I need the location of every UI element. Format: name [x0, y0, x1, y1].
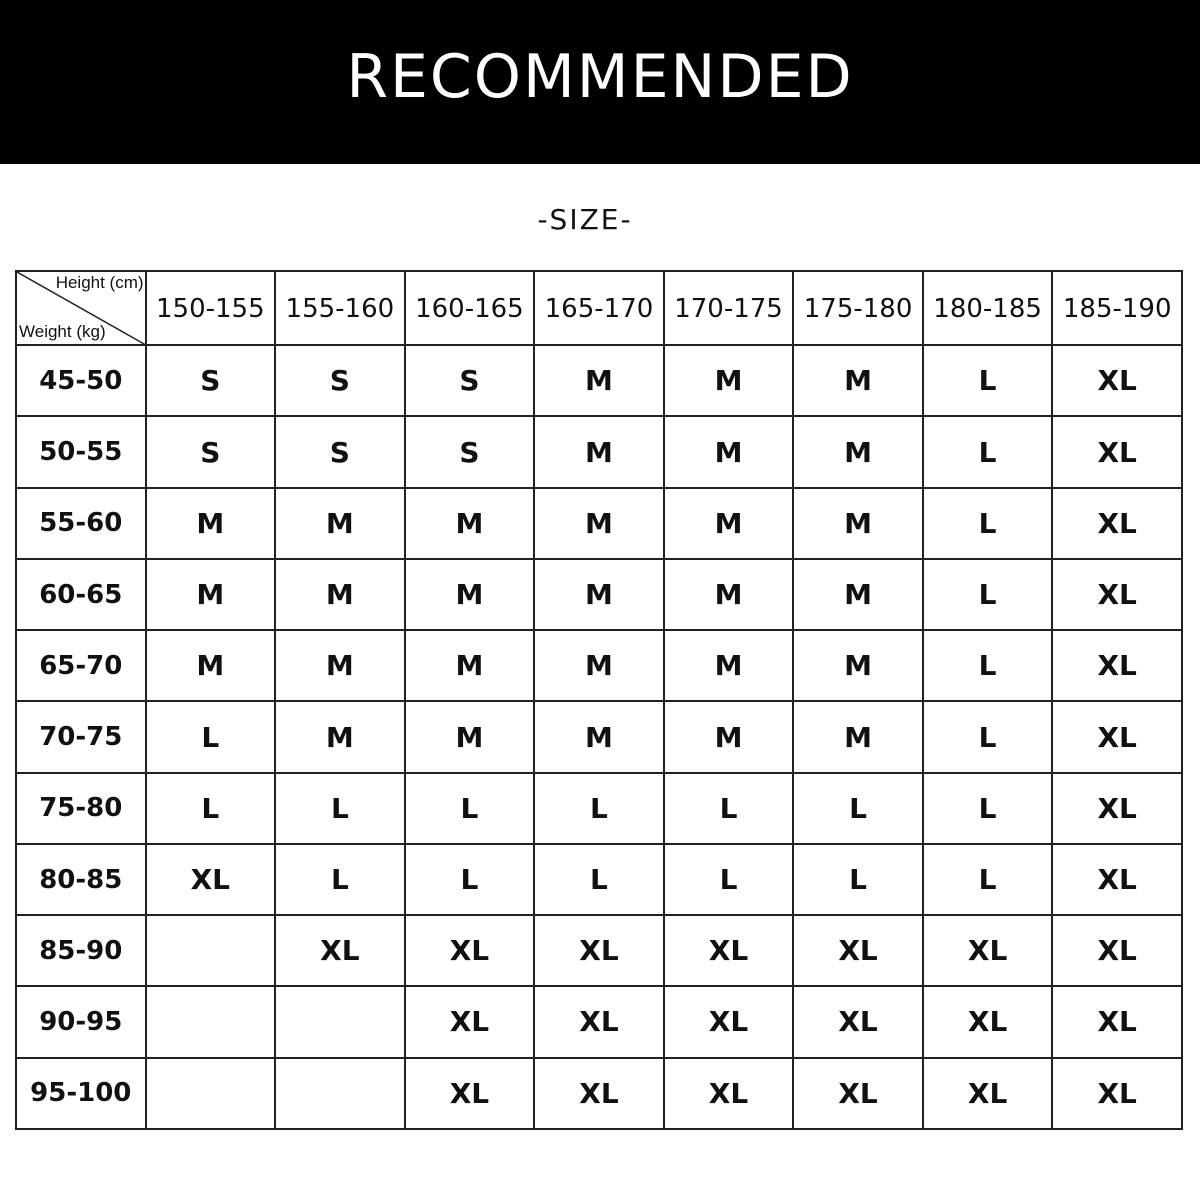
size-cell: M — [793, 488, 923, 559]
size-cell: M — [405, 488, 535, 559]
size-cell: L — [793, 844, 923, 915]
size-cell: L — [923, 345, 1053, 416]
size-cell: M — [664, 701, 794, 772]
column-header-height: 170-175 — [664, 271, 794, 345]
size-cell: XL — [534, 1058, 664, 1129]
size-cell: L — [923, 701, 1053, 772]
table-row — [16, 773, 1182, 844]
height-axis-label: Height (cm) — [55, 273, 144, 292]
size-cell: M — [664, 630, 794, 701]
size-cell — [146, 915, 276, 986]
corner-header-cell — [16, 271, 146, 345]
row-header-weight: 70-75 — [16, 701, 146, 772]
size-cell: S — [405, 345, 535, 416]
size-cell: M — [664, 559, 794, 630]
size-cell: M — [534, 345, 664, 416]
table-row — [16, 701, 1182, 772]
size-cell: M — [275, 559, 405, 630]
size-cell: L — [923, 773, 1053, 844]
size-cell: M — [534, 559, 664, 630]
column-header-height: 175-180 — [793, 271, 923, 345]
size-cell: L — [146, 701, 276, 772]
row-header-weight: 85-90 — [16, 915, 146, 986]
size-cell: XL — [664, 986, 794, 1057]
size-cell: M — [405, 630, 535, 701]
size-cell: XL — [664, 915, 794, 986]
size-cell: S — [275, 345, 405, 416]
size-cell: M — [275, 488, 405, 559]
size-cell: S — [146, 345, 276, 416]
size-cell: XL — [793, 1058, 923, 1129]
size-cell — [146, 1058, 276, 1129]
table-row — [16, 986, 1182, 1057]
row-header-weight: 90-95 — [16, 986, 146, 1057]
weight-axis-label: Weight (kg) — [19, 322, 106, 342]
size-cell: XL — [534, 986, 664, 1057]
size-cell: XL — [1052, 773, 1182, 844]
size-cell: XL — [1052, 345, 1182, 416]
row-header-weight: 60-65 — [16, 559, 146, 630]
size-cell: M — [146, 630, 276, 701]
size-cell: L — [923, 559, 1053, 630]
size-cell: L — [405, 773, 535, 844]
size-cell: L — [664, 773, 794, 844]
size-cell: XL — [1052, 986, 1182, 1057]
size-cell — [146, 986, 276, 1057]
size-cell: M — [793, 630, 923, 701]
size-cell: M — [275, 701, 405, 772]
size-cell: XL — [405, 1058, 535, 1129]
size-cell: XL — [1052, 416, 1182, 487]
size-cell: L — [923, 416, 1053, 487]
size-cell: L — [534, 844, 664, 915]
size-cell: M — [664, 488, 794, 559]
size-cell: L — [275, 844, 405, 915]
size-cell: M — [664, 416, 794, 487]
size-cell: XL — [1052, 915, 1182, 986]
size-cell: XL — [664, 1058, 794, 1129]
size-cell: M — [146, 488, 276, 559]
size-cell: L — [923, 630, 1053, 701]
table-row — [16, 1058, 1182, 1129]
size-cell: XL — [405, 986, 535, 1057]
size-cell: XL — [793, 915, 923, 986]
table-row — [16, 488, 1182, 559]
page-title: RECOMMENDED — [346, 42, 854, 112]
size-cell: L — [275, 773, 405, 844]
size-cell: S — [275, 416, 405, 487]
size-cell: M — [405, 559, 535, 630]
size-cell — [275, 1058, 405, 1129]
size-cell: XL — [534, 915, 664, 986]
row-header-weight: 45-50 — [16, 345, 146, 416]
size-cell: S — [405, 416, 535, 487]
size-cell: M — [146, 559, 276, 630]
size-cell: XL — [275, 915, 405, 986]
column-header-height: 160-165 — [405, 271, 535, 345]
column-header-height: 165-170 — [534, 271, 664, 345]
row-header-weight: 95-100 — [16, 1058, 146, 1129]
size-cell: XL — [1052, 844, 1182, 915]
size-cell: L — [534, 773, 664, 844]
size-cell: M — [664, 345, 794, 416]
table-row — [16, 559, 1182, 630]
size-cell: L — [146, 773, 276, 844]
size-cell: XL — [146, 844, 276, 915]
size-cell: M — [275, 630, 405, 701]
table-row — [16, 345, 1182, 416]
size-cell: XL — [1052, 559, 1182, 630]
column-header-height: 150-155 — [146, 271, 276, 345]
size-cell: L — [793, 773, 923, 844]
row-header-weight: 55-60 — [16, 488, 146, 559]
size-cell: M — [534, 701, 664, 772]
size-cell: M — [534, 416, 664, 487]
size-cell: XL — [923, 915, 1053, 986]
size-cell: XL — [1052, 701, 1182, 772]
size-cell: XL — [1052, 1058, 1182, 1129]
size-cell: L — [664, 844, 794, 915]
table-header-row — [16, 271, 1182, 345]
column-header-height: 155-160 — [275, 271, 405, 345]
table-row — [16, 416, 1182, 487]
row-header-weight: 50-55 — [16, 416, 146, 487]
row-header-weight: 65-70 — [16, 630, 146, 701]
size-cell: L — [923, 488, 1053, 559]
size-cell: M — [405, 701, 535, 772]
size-cell: XL — [1052, 488, 1182, 559]
size-chart-table — [15, 270, 1183, 1130]
size-heading: -SIZE- — [537, 203, 633, 236]
size-cell: M — [793, 701, 923, 772]
row-header-weight: 75-80 — [16, 773, 146, 844]
row-header-weight: 80-85 — [16, 844, 146, 915]
size-cell: XL — [793, 986, 923, 1057]
size-cell: XL — [405, 915, 535, 986]
size-cell: M — [534, 630, 664, 701]
size-cell: M — [534, 488, 664, 559]
table-row — [16, 915, 1182, 986]
table-row — [16, 630, 1182, 701]
size-cell: XL — [1052, 630, 1182, 701]
size-cell: L — [923, 844, 1053, 915]
header-banner — [0, 0, 1200, 164]
column-header-height: 180-185 — [923, 271, 1053, 345]
size-cell: M — [793, 345, 923, 416]
size-cell: L — [405, 844, 535, 915]
size-cell: M — [793, 559, 923, 630]
column-header-height: 185-190 — [1052, 271, 1182, 345]
size-cell: XL — [923, 986, 1053, 1057]
size-cell: S — [146, 416, 276, 487]
table-row — [16, 844, 1182, 915]
size-cell: XL — [923, 1058, 1053, 1129]
size-cell: M — [793, 416, 923, 487]
size-cell — [275, 986, 405, 1057]
